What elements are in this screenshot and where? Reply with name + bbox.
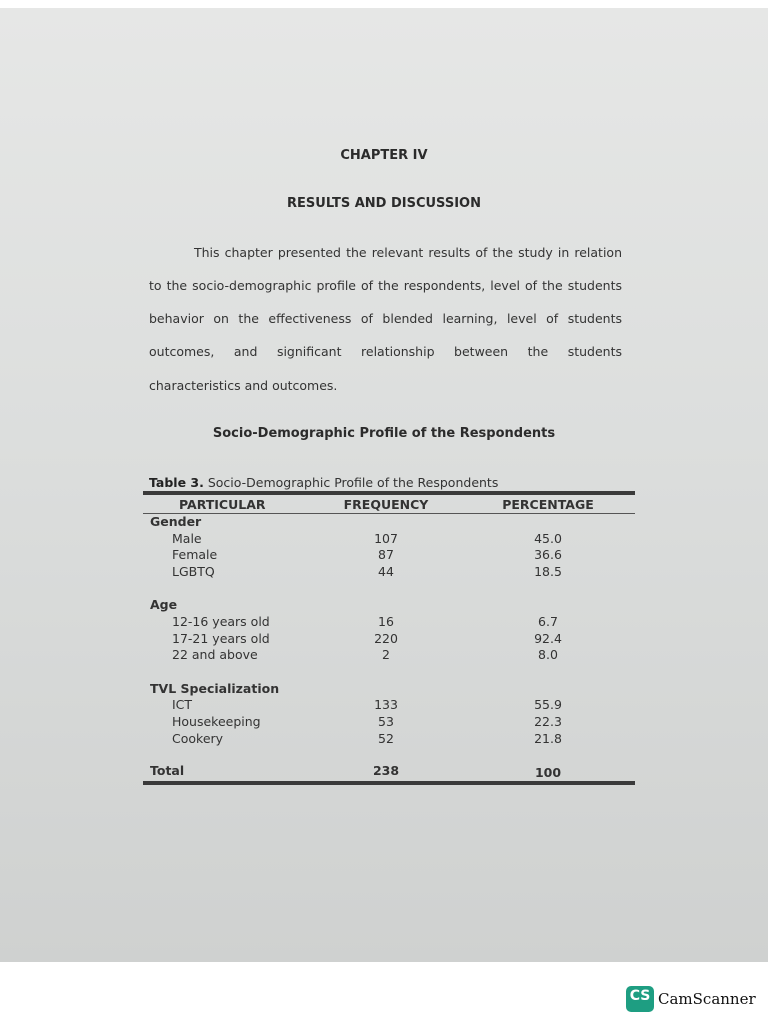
row-label: 22 and above <box>172 647 258 663</box>
row-percentage: 55.9 <box>534 697 562 713</box>
row-label: ICT <box>172 697 193 713</box>
total-label: Total <box>150 763 185 779</box>
total-percentage: 100 <box>534 765 562 781</box>
table-top-rule <box>143 491 635 495</box>
row-frequency: 52 <box>378 730 394 746</box>
header-percentage: PERCENTAGE <box>502 497 594 512</box>
row-frequency: 16 <box>378 614 394 629</box>
row-frequency: 133 <box>374 697 398 713</box>
table-header-rule <box>143 513 635 514</box>
row-label: LGBTQ <box>172 563 215 579</box>
row-frequency: 53 <box>378 714 394 729</box>
row-frequency: 220 <box>374 630 398 646</box>
paragraph-line: to the socio-demographic profile of the respondents, level of the students <box>149 278 622 293</box>
camscanner-logo-letters: CS <box>629 988 651 1004</box>
row-label: 17-21 years old <box>172 630 270 646</box>
row-percentage: 21.8 <box>534 730 562 746</box>
table-caption-label: Table 3. <box>149 475 204 490</box>
row-frequency: 107 <box>374 530 398 546</box>
header-particular: PARTICULAR <box>179 497 266 512</box>
total-frequency: 238 <box>372 763 400 779</box>
row-label: Housekeeping <box>172 714 261 729</box>
header-frequency: FREQUENCY <box>343 497 429 512</box>
table-bottom-rule <box>143 781 635 785</box>
paragraph-line: This chapter presented the relevant results of the study in relation <box>194 245 622 260</box>
row-percentage: 8.0 <box>538 647 558 663</box>
paragraph-line: outcomes, and significant relationship between the students <box>149 344 622 359</box>
paragraph-line: behavior on the effectiveness of blended learning, level of students <box>149 311 622 326</box>
group-label: TVL Specialization <box>150 680 280 696</box>
group-label: Age <box>150 597 178 613</box>
row-frequency: 87 <box>378 547 394 563</box>
row-percentage: 22.3 <box>534 714 562 729</box>
chapter-title: CHAPTER IV <box>340 148 428 163</box>
row-label: 12-16 years old <box>172 614 270 629</box>
paragraph-line: characteristics and outcomes. <box>149 378 338 393</box>
row-percentage: 36.6 <box>534 547 562 563</box>
group-label: Gender <box>150 514 202 529</box>
scanned-page <box>0 8 768 962</box>
row-label: Female <box>172 547 218 563</box>
row-frequency: 2 <box>382 647 390 663</box>
row-percentage: 92.4 <box>534 630 562 646</box>
section-title: RESULTS AND DISCUSSION <box>287 196 481 211</box>
subheading: Socio-Demographic Profile of the Respondents <box>212 426 556 441</box>
row-percentage: 6.7 <box>538 614 558 629</box>
table-caption <box>149 475 498 490</box>
row-percentage: 45.0 <box>534 530 562 546</box>
table-caption-text: Socio-Demographic Profile of the Respondents <box>203 475 499 490</box>
row-label: Cookery <box>172 730 224 746</box>
row-frequency: 44 <box>378 563 394 579</box>
camscanner-brand: CamScanner <box>658 990 756 1008</box>
row-label: Male <box>172 530 202 546</box>
row-percentage: 18.5 <box>534 563 562 579</box>
